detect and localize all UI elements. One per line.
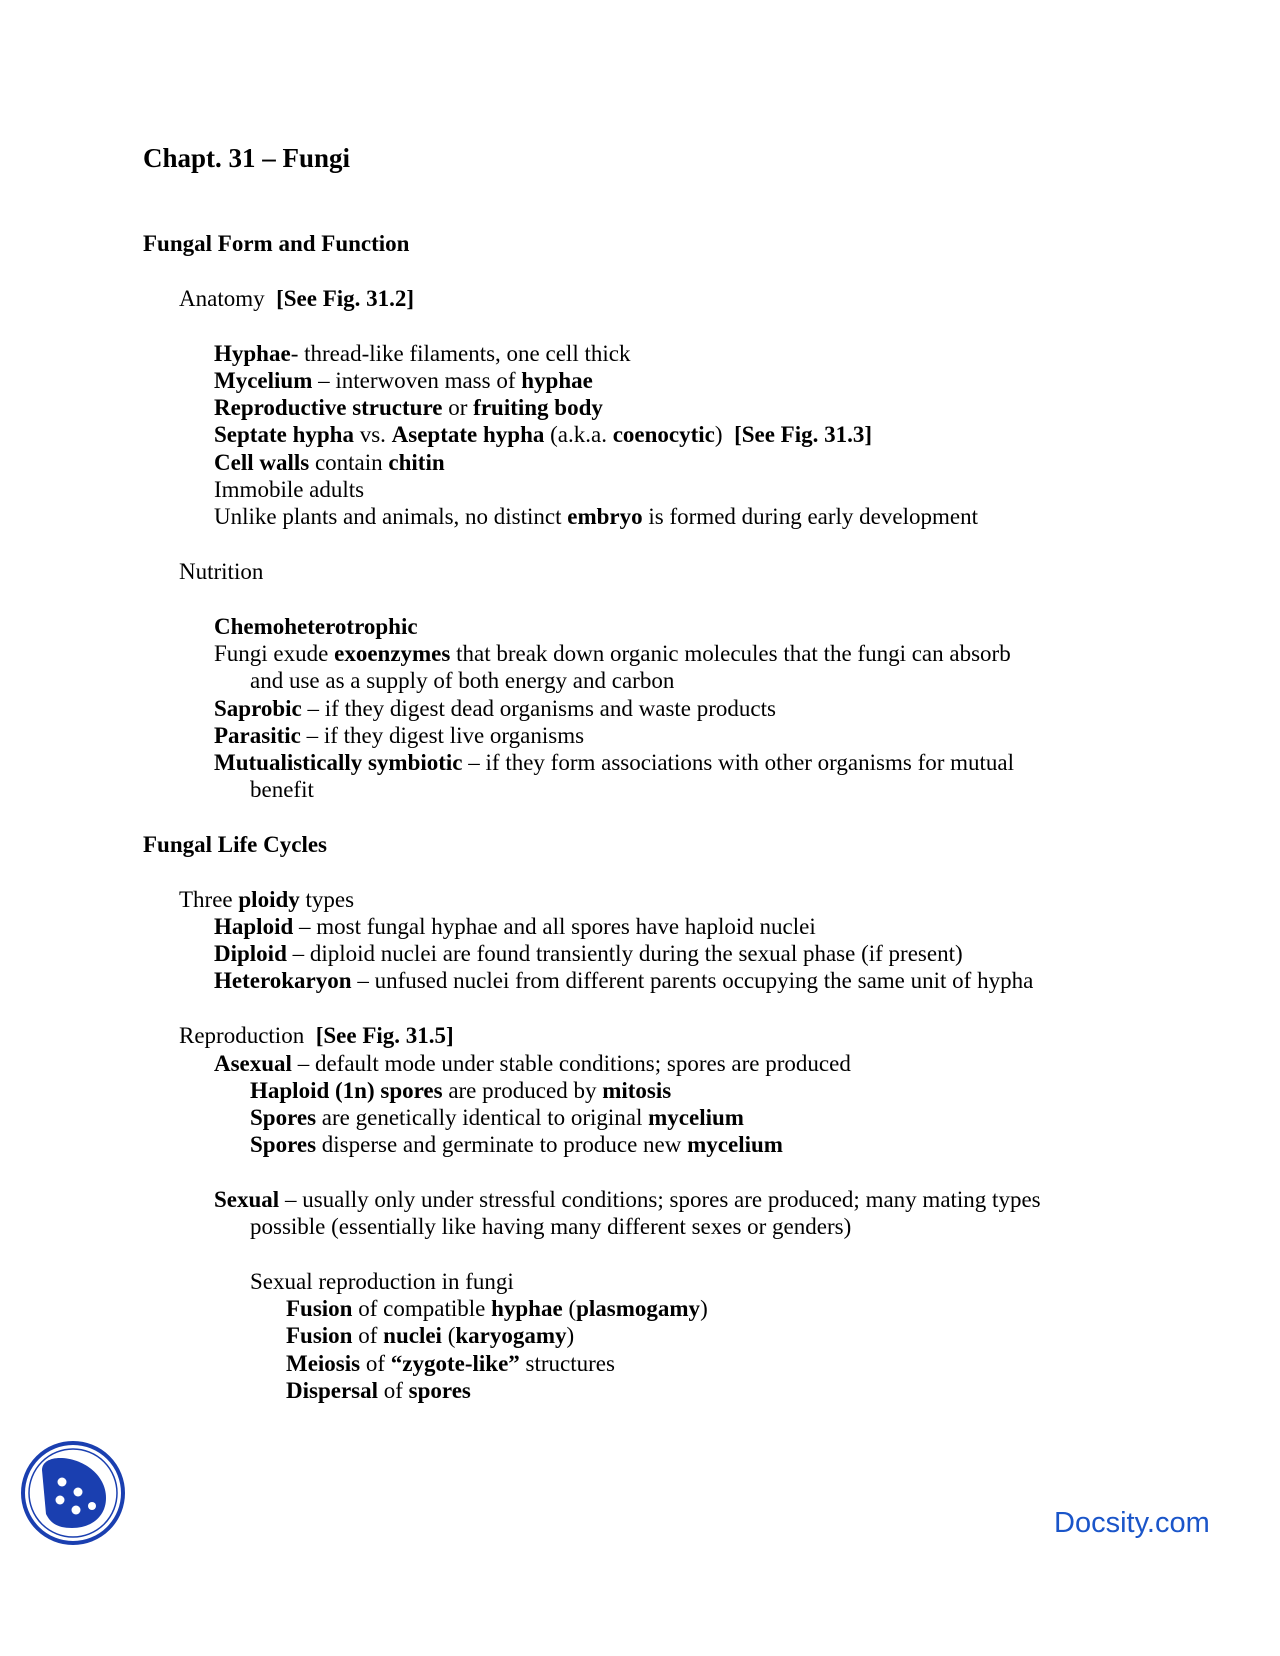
text: – default mode under stable conditions; spores are produced xyxy=(291,1051,851,1076)
page-title: Chapt. 31 – Fungi xyxy=(143,143,351,173)
anatomy-label: Anatomy xyxy=(179,286,265,311)
term: mycelium xyxy=(648,1105,744,1130)
exude-continuation: and use as a supply of both energy and carbon xyxy=(250,668,675,693)
term: Meiosis xyxy=(286,1351,361,1376)
text: – usually only under stressful conditions; spores are produced; many mating types xyxy=(279,1187,1041,1212)
term: Hyphae xyxy=(214,341,291,366)
term: coenocytic xyxy=(612,422,715,447)
term: Diploid xyxy=(214,941,287,966)
anatomy-line xyxy=(179,285,414,313)
text: ) xyxy=(700,1296,708,1321)
text: that break down organic molecules that the fungi can absorb xyxy=(450,641,1011,666)
term: mycelium xyxy=(687,1132,783,1157)
spores-identical-line xyxy=(250,1104,744,1132)
term: plasmogamy xyxy=(576,1296,701,1321)
sexual-continuation: possible (essentially like having many different sexes or genders) xyxy=(250,1214,852,1239)
text: (a.k.a. xyxy=(544,422,613,447)
exude-line xyxy=(214,640,1011,668)
text: of compatible xyxy=(352,1296,492,1321)
term: Reproductive structure xyxy=(214,395,443,420)
text: - thread-like filaments, one cell thick xyxy=(290,341,631,366)
text: – most fungal hyphae and all spores have haploid nuclei xyxy=(293,914,816,939)
text: ) xyxy=(566,1323,575,1348)
mutual-continuation: benefit xyxy=(250,777,314,802)
text: of xyxy=(352,1323,384,1348)
text: Fungi exude xyxy=(214,641,335,666)
fusion-hyphae-line xyxy=(286,1295,708,1323)
term: hyphae xyxy=(521,368,593,393)
text: ( xyxy=(441,1323,456,1348)
text: contain xyxy=(309,450,389,475)
haploid-line xyxy=(214,913,816,941)
term: Asexual xyxy=(214,1051,292,1076)
text: – unfused nuclei from different parents occupying the same unit of hypha xyxy=(351,968,1034,993)
term: Saprobic xyxy=(214,696,302,721)
term: Haploid (1n) spores xyxy=(250,1078,443,1103)
embryo-line xyxy=(214,503,978,531)
term: Septate hypha xyxy=(214,422,354,447)
fig-ref: [See Fig. 31.2] xyxy=(276,286,415,311)
heterokaryon-line xyxy=(214,967,1033,995)
cell-walls-line xyxy=(214,449,445,477)
immobile-line: Immobile adults xyxy=(214,477,365,502)
reproduction-line xyxy=(179,1022,454,1050)
sexual-repro-label: Sexual reproduction in fungi xyxy=(250,1269,514,1294)
term: mitosis xyxy=(602,1078,672,1103)
text: ) xyxy=(714,422,735,447)
fig-ref: [See Fig. 31.3] xyxy=(734,422,873,447)
repro-structure-line xyxy=(214,394,603,422)
text: is formed during early development xyxy=(642,504,978,529)
term: fruiting body xyxy=(473,395,603,420)
section-heading-life-cycles: Fungal Life Cycles xyxy=(143,832,327,857)
term: Fusion xyxy=(286,1323,353,1348)
text: – diploid nuclei are found transiently during the sexual phase (if present) xyxy=(286,941,963,966)
term: chitin xyxy=(388,450,445,475)
text: are produced by xyxy=(442,1078,603,1103)
meiosis-line xyxy=(286,1350,615,1378)
docsity-logo-icon xyxy=(20,1440,126,1546)
mycelium-line xyxy=(214,367,593,395)
sexual-line xyxy=(214,1186,1041,1214)
term: Spores xyxy=(250,1105,317,1130)
term: Spores xyxy=(250,1132,317,1157)
text: Three xyxy=(179,887,239,912)
term: Sexual xyxy=(214,1187,280,1212)
text: disperse and germinate to produce new xyxy=(316,1132,688,1157)
text: Unlike plants and animals, no distinct xyxy=(214,504,568,529)
diploid-line xyxy=(214,940,963,968)
saprobic-line xyxy=(214,695,776,723)
docsity-brand-link[interactable]: Docsity.com xyxy=(1054,1507,1210,1539)
dispersal-line xyxy=(286,1377,471,1405)
term: “zygote-like” xyxy=(390,1351,520,1376)
term: hyphae xyxy=(491,1296,563,1321)
term: Chemoheterotrophic xyxy=(214,614,418,639)
text: or xyxy=(442,395,474,420)
term: exoenzymes xyxy=(334,641,451,666)
text: types xyxy=(299,887,355,912)
term: Fusion xyxy=(286,1296,353,1321)
asexual-line xyxy=(214,1050,851,1078)
term: embryo xyxy=(567,504,643,529)
text: – if they form associations with other organisms for mutual xyxy=(462,750,1015,775)
term: spores xyxy=(408,1378,471,1403)
text: vs. xyxy=(353,422,392,447)
reproduction-label: Reproduction xyxy=(179,1023,305,1048)
text: – interwoven mass of xyxy=(312,368,522,393)
text: ( xyxy=(562,1296,577,1321)
text: structures xyxy=(519,1351,615,1376)
text: of xyxy=(378,1378,409,1403)
septate-line xyxy=(214,421,872,449)
haploid-spores-line xyxy=(250,1077,671,1105)
fig-ref: [See Fig. 31.5] xyxy=(315,1023,454,1048)
term: Heterokaryon xyxy=(214,968,352,993)
term: Mutualistically symbiotic xyxy=(214,750,463,775)
fusion-nuclei-line xyxy=(286,1322,574,1350)
term: Cell walls xyxy=(214,450,310,475)
text: of xyxy=(360,1351,391,1376)
term: Dispersal xyxy=(286,1378,378,1403)
spores-disperse-line xyxy=(250,1131,783,1159)
parasitic-line xyxy=(214,722,584,750)
text: are genetically identical to original xyxy=(316,1105,649,1130)
term: Parasitic xyxy=(214,723,301,748)
term: Aseptate hypha xyxy=(391,422,545,447)
term: Haploid xyxy=(214,914,294,939)
text: – if they digest live organisms xyxy=(300,723,585,748)
ploidy-line xyxy=(179,886,354,914)
term: ploidy xyxy=(238,887,300,912)
hyphae-line xyxy=(214,340,630,368)
term: karyogamy xyxy=(455,1323,567,1348)
term: Mycelium xyxy=(214,368,313,393)
section-heading-form-function: Fungal Form and Function xyxy=(143,231,410,256)
text: – if they digest dead organisms and waste products xyxy=(301,696,776,721)
mutual-line xyxy=(214,749,1014,777)
chemo-term xyxy=(214,613,418,641)
nutrition-label: Nutrition xyxy=(179,559,264,584)
term: nuclei xyxy=(383,1323,442,1348)
